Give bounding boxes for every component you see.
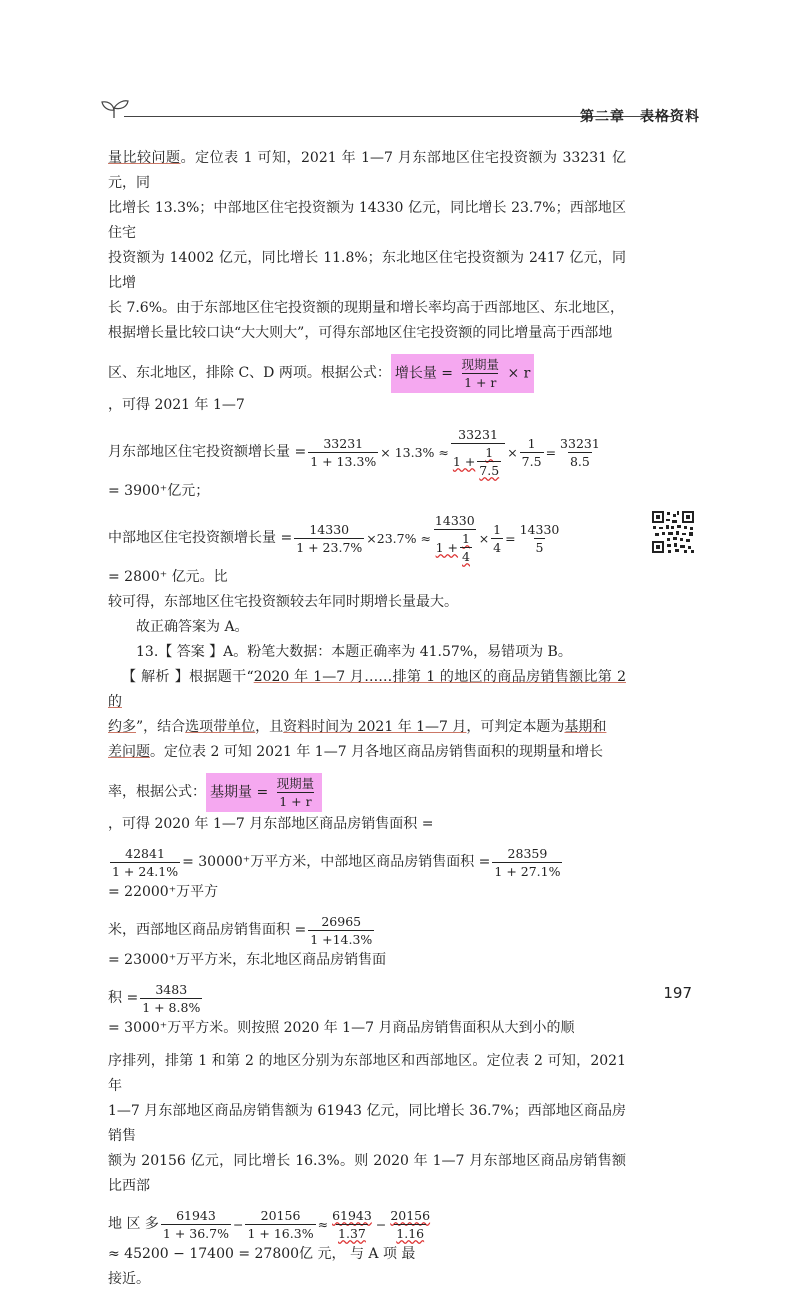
paragraph-line: 比增长 13.3%；中部地区住宅投资额为 14330 亿元，同比增长 23.7%；西部地区住宅 bbox=[108, 200, 626, 241]
fraction: $\frac{33231}{8.5}$ bbox=[560, 436, 600, 469]
paragraph-line: 量比较问题。定位表 1 可知，2021 年 1—7 月东部地区住宅投资额为 33231 亿元，同 bbox=[108, 150, 626, 191]
paragraph-line: 长 7.6%。由于东部地区住宅投资额的现期量和增长率均高于西部地区、东北地区， bbox=[108, 300, 625, 316]
fraction: $\frac{1}{7.5}$ bbox=[521, 436, 542, 469]
fraction: $\frac{14330}{1 + 23.7\%}$ bbox=[296, 522, 363, 555]
page-number: 197 bbox=[663, 984, 692, 1002]
page-content bbox=[108, 146, 626, 1292]
analysis-line: 【 解析 】根据题干“2020 年 1—7 月……排第 1 的地区的商品房销售额比第 2 的 bbox=[108, 669, 626, 710]
paragraph-line: 序排列，排第 1 和第 2 的地区分别为东部地区和西部地区。定位表 2 可知，2021 年 bbox=[108, 1053, 626, 1094]
paragraph-line: 投资额为 14002 亿元，同比增长 11.8%；东北地区住宅投资额为 2417 亿元，同比增 bbox=[108, 250, 626, 291]
paragraph-line: 较可得，东部地区住宅投资额较去年同时期增长量最大。 bbox=[108, 594, 458, 610]
fraction: $\frac{42841}{1 + 24.1\%}$ bbox=[112, 846, 179, 879]
fraction: $\frac{20156}{1 + 16.3\%}$ bbox=[247, 1208, 314, 1241]
underlined-term: 量比较问题 bbox=[108, 150, 181, 166]
paragraph-line: 接近。 bbox=[108, 1271, 150, 1287]
paragraph-line: 1—7 月东部地区商品房销售额为 61943 亿元，同比增长 36.7%；西部地区商品房销售 bbox=[108, 1103, 626, 1144]
fraction: 33231 1 + $\frac{1}{7.5}$ bbox=[451, 426, 505, 479]
equation-area-2: 米，西部地区商品房销售面积 = $\frac{26965}{1 +14.3\%}$ = 23000⁺万平方米，东北地区商品房销售面 bbox=[108, 914, 387, 968]
qr-code-icon[interactable] bbox=[651, 510, 695, 554]
equation-area-1: $\frac{42841}{1 + 24.1\%}$ = 30000⁺万平方米，中部地区商品房销售面积 = $\frac{28359}{1 + 27.1\%}$ = 22000⁺万平方 bbox=[108, 846, 561, 900]
analysis-line: 差问题。定位表 2 可知 2021 年 1—7 月各地区商品房销售面积的现期量和增长 bbox=[108, 744, 604, 760]
fraction: $\frac{\text{现期量}}{1 + r}$ bbox=[276, 776, 315, 809]
equation-area-3: 积 = $\frac{3483}{1 + 8.8\%}$ = 3000⁺万平方米。则按照 2020 年 1—7 月商品房销售面积从大到小的顺 bbox=[108, 982, 575, 1036]
paragraph-line: 根据增长量比较口诀“大大则大”，可得东部地区住宅投资额的同比增量高于西部地 bbox=[108, 325, 613, 341]
fraction: 14330 1 + $\frac{1}{4}$ bbox=[434, 513, 475, 564]
answer-line: 故正确答案为 A。 bbox=[136, 619, 249, 635]
fraction: $\frac{61943}{1.37}$ bbox=[332, 1208, 372, 1241]
fraction: $\frac{28359}{1 + 27.1\%}$ bbox=[494, 846, 561, 879]
equation-central: 中部地区住宅投资额增长量 = $\frac{14330}{1 + 23.7\%}$ ×23.7% ≈ 14330 1 + $\frac{1}{4}$ × $\frac{1}{4}$ = $\frac{14330}{5}$ = 2800⁺ 亿元。比 bbox=[108, 513, 560, 585]
fraction: $\frac{33231}{1 + 13.3\%}$ bbox=[310, 436, 377, 469]
equation-sales-diff: 地 区 多 $\frac{61943}{1 + 36.7\%}$ − $\frac{20156}{1 + 16.3\%}$ ≈ $\frac{61943}{1.37}$ − $\frac{20156}{1.16}$ ≈ 45200 − 17400 = 27800亿 元， 与 A 项 最 bbox=[108, 1208, 431, 1262]
formula-base-line: 率，根据公式： 基期量 = $\frac{\text{现期量}}{1 + r}$ ，可得 2020 年 1—7 月东部地区商品房销售面积 = bbox=[108, 773, 626, 837]
formula-growth-line: 区、东北地区，排除 C、D 两项。根据公式： 增长量 = $\frac{\text{现期量}}{1 + r}$ × r ，可得 2021 年 1—7 bbox=[108, 354, 626, 418]
fraction: $\frac{14330}{5}$ bbox=[519, 522, 560, 555]
chapter-title: 第二章 表格资料 bbox=[580, 109, 700, 125]
fraction: $\frac{61943}{1 + 36.7\%}$ bbox=[162, 1208, 229, 1241]
fraction: $\frac{26965}{1 +14.3\%}$ bbox=[310, 914, 373, 947]
page-header bbox=[100, 98, 700, 128]
fraction: $\frac{\text{现期量}}{1 + r}$ bbox=[461, 357, 499, 390]
fraction: $\frac{1}{4}$ bbox=[493, 522, 502, 555]
highlighted-formula: 基期量 = $\frac{\text{现期量}}{1 + r}$ bbox=[206, 773, 322, 812]
equation-east: 月东部地区住宅投资额增长量 = $\frac{33231}{1 + 13.3\%}$ × 13.3% ≈ 33231 1 + $\frac{1}{7.5}$ × $\frac{1}{7.5}$ = $\frac{33231}{8.5}$ = 3900⁺亿元； bbox=[108, 427, 600, 499]
fraction: $\frac{3483}{1 + 8.8\%}$ bbox=[142, 982, 201, 1015]
analysis-line: 约多”，结合选项带单位，且资料时间为 2021 年 1—7 月，可判定本题为基期和 bbox=[108, 719, 607, 735]
question-13-answer: 13.【 答案 】A。粉笔大数据：本题正确率为 41.57%，易错项为 B。 bbox=[136, 644, 572, 660]
paragraph-line: 额为 20156 亿元，同比增长 16.3%。则 2020 年 1—7 月东部地区商品房销售额比西部 bbox=[108, 1153, 626, 1194]
highlighted-formula: 增长量 = $\frac{\text{现期量}}{1 + r}$ × r bbox=[391, 354, 534, 393]
fraction: $\frac{20156}{1.16}$ bbox=[390, 1208, 431, 1241]
